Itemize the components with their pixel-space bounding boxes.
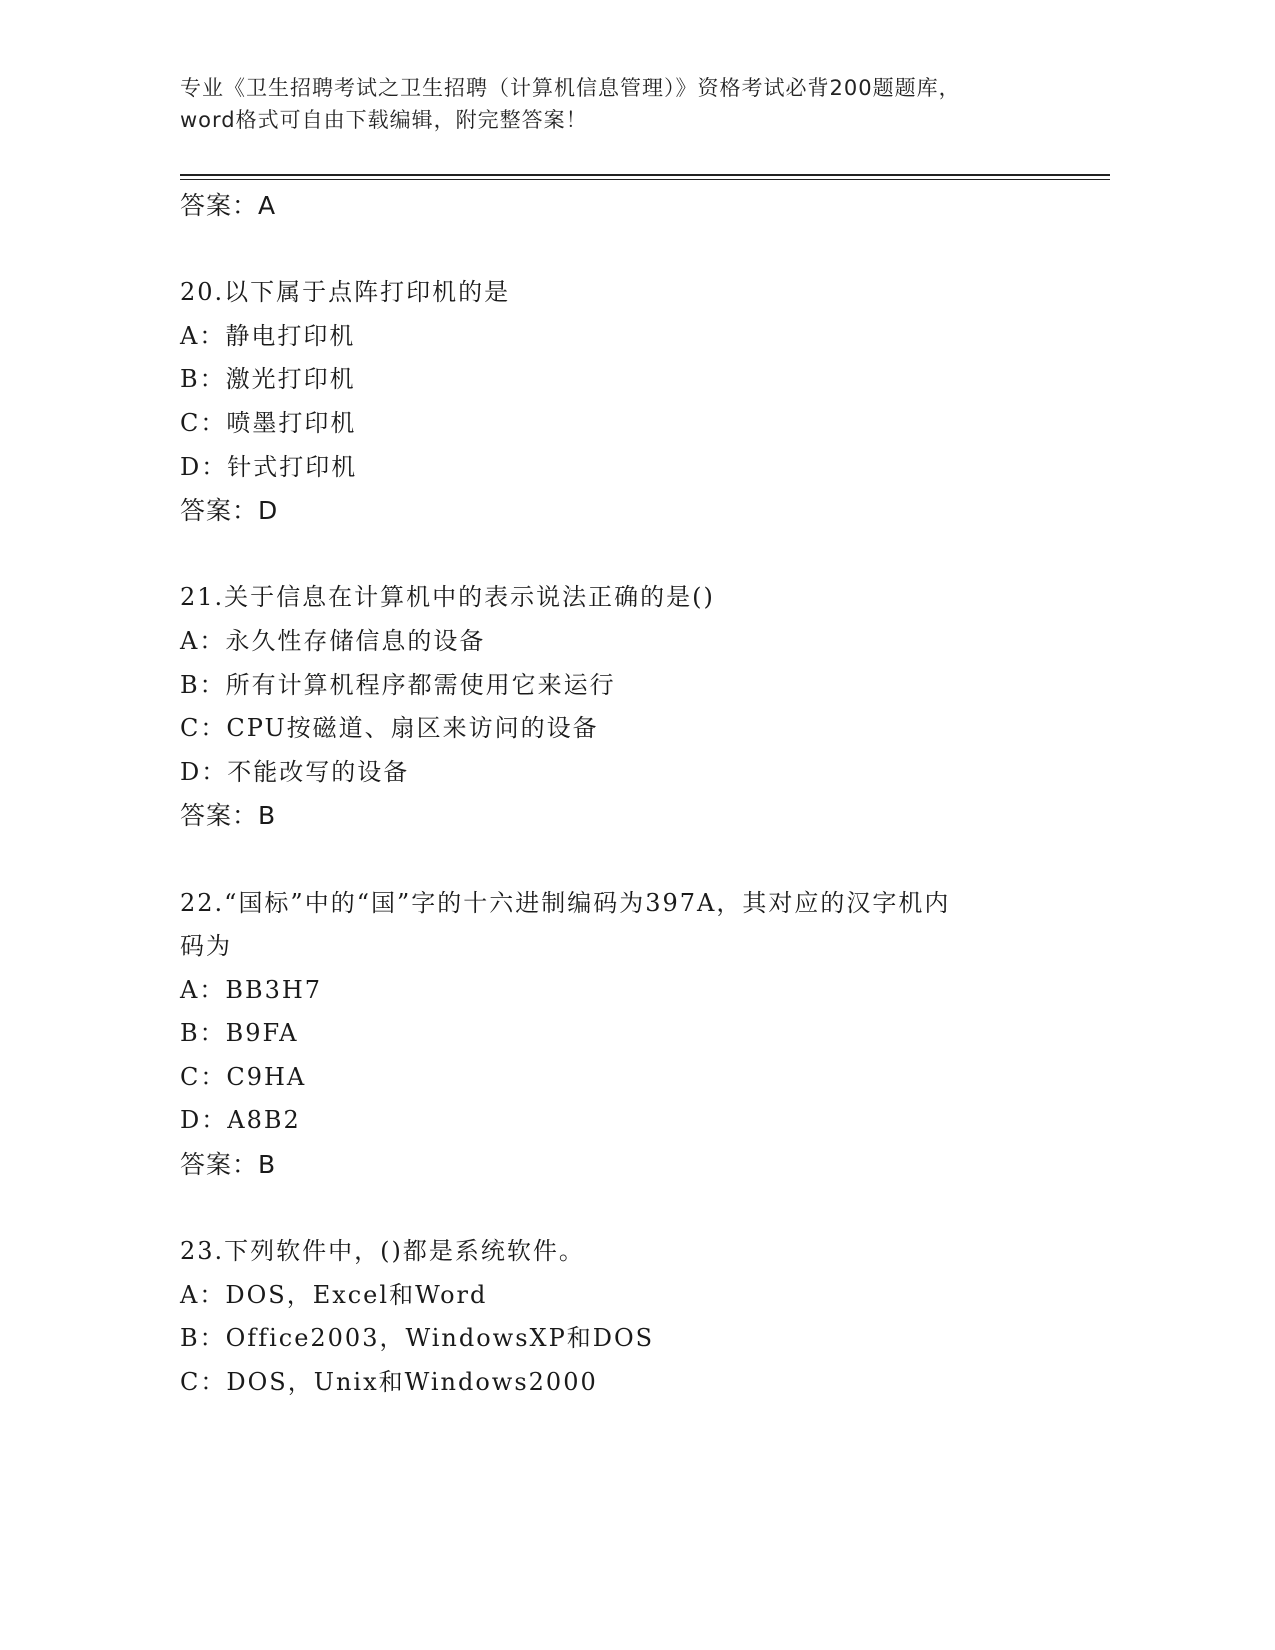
header-divider [180, 174, 1110, 180]
spacer [180, 838, 1110, 882]
question-text: 20.以下属于点阵打印机的是 [180, 278, 511, 307]
answer-line: 答案：D [180, 496, 279, 526]
option-line: A：DOS，Excel和Word [180, 1280, 488, 1309]
option-line: C：喷墨打印机 [180, 408, 357, 437]
question-text: 22.“国标”中的“国”字的十六进制编码为397A，其对应的汉字机内 [180, 888, 951, 917]
option-line: A：静电打印机 [180, 321, 356, 350]
option-line: D：A8B2 [180, 1106, 301, 1135]
spacer [180, 228, 1110, 272]
option-line: C：C9HA [180, 1062, 307, 1091]
option-line: A：BB3H7 [180, 975, 323, 1004]
option-line: C：CPU按磁道、扇区来访问的设备 [180, 714, 599, 743]
question-list [180, 184, 1110, 1405]
option-line: C：DOS，Unix和Windows2000 [180, 1368, 598, 1397]
document-header [180, 72, 1040, 136]
option-line: A：永久性存储信息的设备 [180, 626, 486, 655]
question-text: 23.下列软件中，()都是系统软件。 [180, 1237, 585, 1266]
answer-line: 答案：B [180, 801, 277, 831]
option-line: D：不能改写的设备 [180, 757, 410, 786]
answer-line: 答案：A [180, 191, 277, 220]
option-line: B：所有计算机程序都需使用它来运行 [180, 670, 616, 699]
option-line: B：激光打印机 [180, 365, 356, 394]
spacer [180, 533, 1110, 577]
answer-line: 答案：B [180, 1150, 277, 1180]
option-line: B：B9FA [180, 1019, 299, 1048]
question-text: 码为 [180, 932, 232, 961]
question-text: 21.关于信息在计算机中的表示说法正确的是() [180, 583, 715, 612]
header-line-2: word格式可自由下载编辑，附完整答案！ [180, 108, 588, 132]
header-line-1: 专业《卫生招聘考试之卫生招聘（计算机信息管理）》资格考试必背200题题库， [180, 76, 961, 100]
option-line: D：针式打印机 [180, 452, 358, 481]
spacer [180, 1187, 1110, 1231]
option-line: B：Office2003，WindowsXP和DOS [180, 1324, 655, 1353]
